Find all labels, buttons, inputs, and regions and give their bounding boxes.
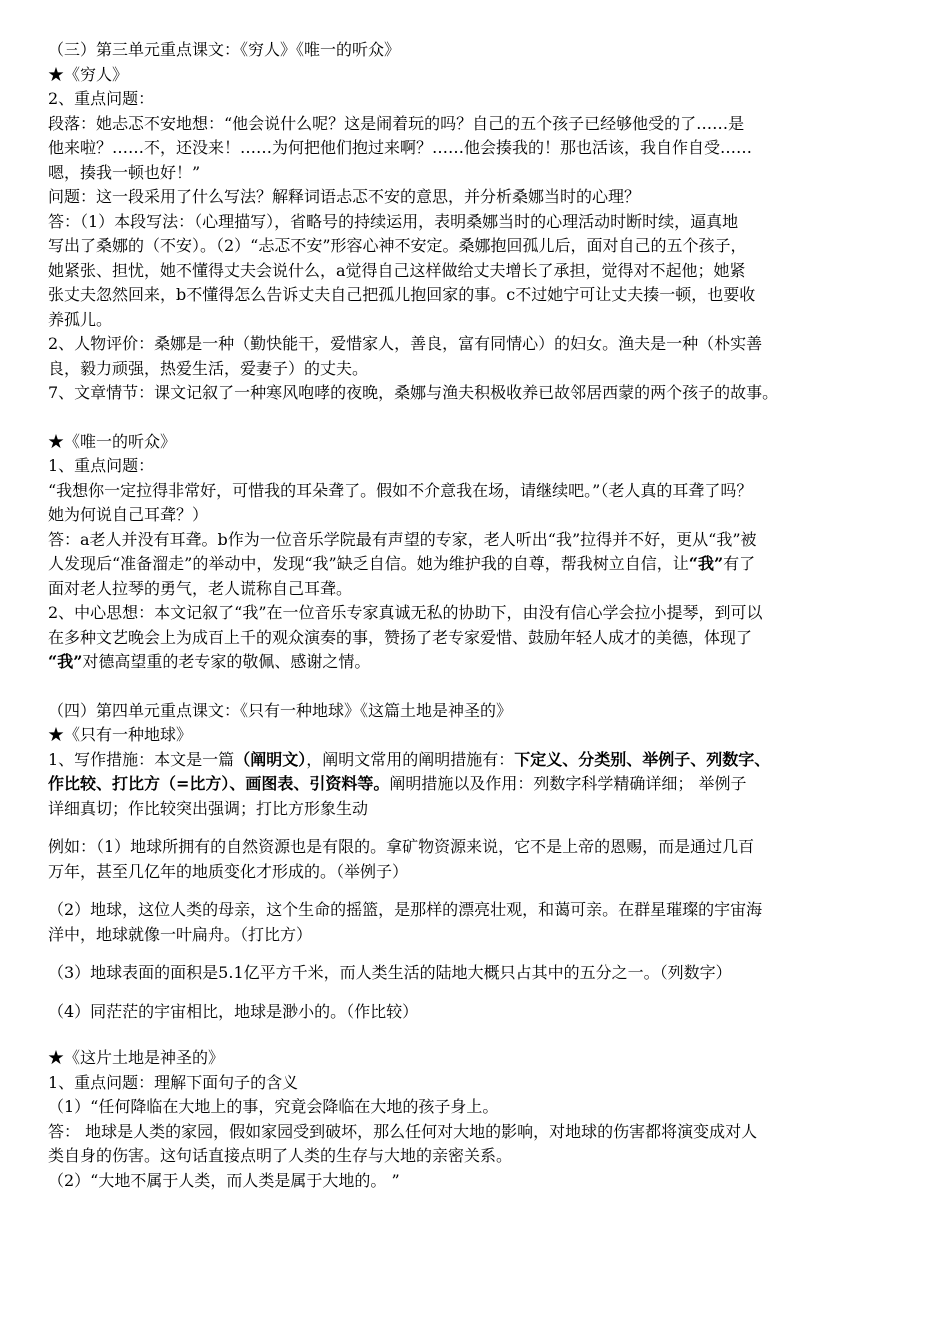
qiongren-question-label: 2、重点问题： — [48, 89, 155, 108]
qiongren-plot: 7、文章情节：课文记叙了一种寒风咆哮的夜晚，桑娜与渔夫积极收养已故邻居西蒙的两个孩子的故事。 — [48, 383, 779, 402]
diqiu-writing-text: ，阐明文常用的阐明措施有： — [306, 749, 515, 769]
tingzhong-title: ★《唯一的听众》 — [48, 431, 177, 451]
diqiu-writing-text: 阐明措施以及作用：列数字科学精确详细； 举例子 — [389, 774, 747, 793]
tingzhong-question-label: 1、重点问题： — [48, 456, 155, 475]
qiongren-answer-line: 她紧张、担忧，她不懂得丈夫会说什么，a觉得自己这样做给丈夫增长了承担，觉得对不起他；她紧 — [48, 260, 746, 280]
tingzhong-answer-tail: 有了 — [723, 554, 756, 573]
diqiu-example-line: （2）地球，这位人类的母亲，这个生命的摇篮，是那样的漂亮壮观，和蔼可亲。在群星璀璨的宇宙海 — [48, 900, 763, 919]
diqiu-title: ★《只有一种地球》 — [48, 725, 193, 744]
unit3-heading: （三）第三单元重点课文：《穷人》《唯一的听众》 — [48, 40, 401, 59]
diqiu-writing-line — [48, 748, 920, 773]
tingzhong-idea-line — [48, 650, 920, 675]
qiongren-paragraph-line: 段落：她忐忑不安地想：“他会说什么呢？这是闹着玩的吗？自己的五个孩子已经够他受的了……是 — [48, 113, 745, 133]
qiongren-answer-line: 养孤儿。 — [48, 309, 113, 329]
tingzhong-answer-line — [48, 552, 920, 577]
diqiu-writing-text: 1、写作措施：本文是一篇 — [48, 749, 235, 769]
tingzhong-quote-line: 她为何说自己耳聋？） — [48, 505, 209, 524]
tingzhong-idea-text: 对德高望重的老专家的敬佩、感谢之情。 — [82, 652, 371, 671]
tingzhong-answer-line: 答：a老人并没有耳聋。b作为一位音乐学院最有声望的专家，老人听出“我”拉得并不好，更从“我”被 — [48, 529, 757, 549]
qiongren-question: 问题：这一段采用了什么写法？解释词语忐忑不安的意思，并分析桑娜当时的心理？ — [48, 187, 641, 206]
diqiu-writing-bold: 下定义、分类别、举例子、列数字、 — [514, 749, 771, 769]
tudi-sentence: （2）“大地不属于人类，而人类是属于大地的。 ” — [48, 1170, 400, 1190]
qiongren-evaluation-line: 良，毅力顽强，热爱生活，爱妻子）的丈夫。 — [48, 358, 369, 378]
diqiu-writing-line — [48, 772, 920, 797]
qiongren-title: ★《穷人》 — [48, 64, 129, 84]
tudi-title: ★《这片土地是神圣的》 — [48, 1048, 225, 1067]
qiongren-answer-line: 张丈夫忽然回来，b不懂得怎么告诉丈夫自己把孤儿抱回家的事。c不过她宁可让丈夫揍一顿，也要收 — [48, 285, 756, 304]
qiongren-paragraph-line: 嗯，揍我一顿也好！” — [48, 162, 201, 182]
tingzhong-quote-line: “我想你一定拉得非常好，可惜我的耳朵聋了。假如不介意我在场，请继续吧。”（老人真的耳聋了吗？ — [48, 480, 753, 500]
qiongren-evaluation-line: 2、人物评价：桑娜是一种（勤快能干，爱惜家人，善良，富有同情心）的妇女。渔夫是一种（朴实善 — [48, 334, 763, 353]
tudi-question-label: 1、重点问题：理解下面句子的含义 — [48, 1072, 299, 1092]
diqiu-example-line: 洋中，地球就像一叶扁舟。（打比方） — [48, 924, 313, 944]
tudi-answer-line: 答： 地球是人类的家园，假如家园受到破坏，那么任何对大地的影响，对地球的伤害都将演变成对人 — [48, 1121, 758, 1141]
diqiu-example-line: 例如：（1）地球所拥有的自然资源也是有限的。拿矿物资源来说，它不是上帝的恩赐，而是通过几百 — [48, 837, 755, 856]
diqiu-example-line: 万年，甚至几亿年的地质变化才形成的。（举例子） — [48, 861, 409, 881]
qiongren-answer-line: 写出了桑娜的（不安）。（2）“忐忑不安”形容心神不安定。桑娜抱回孤儿后，面对自己的五个孩子， — [48, 236, 747, 255]
diqiu-writing-bold: （阐明文） — [234, 749, 307, 769]
tingzhong-answer-bold: “我” — [688, 554, 724, 573]
unit4-heading: （四）第四单元重点课文：《只有一种地球》《这篇土地是神圣的》 — [48, 700, 513, 720]
tingzhong-idea-line: 在多种文艺晚会上为成百上千的观众演奏的事，赞扬了老专家爱惜、鼓励年轻人成才的美德，体现了 — [48, 627, 753, 647]
qiongren-answer-line: 答：（1）本段写法：（心理描写），省略号的持续运用，表明桑娜当时的心理活动时断时续，逼真地 — [48, 211, 739, 231]
diqiu-writing-bold: 作比较、打比方（=比方）、画图表、引资料等。 — [48, 774, 390, 793]
tudi-answer-line: 类自身的伤害。这句话直接点明了人类的生存与大地的亲密关系。 — [48, 1146, 513, 1165]
diqiu-example-line: （3）地球表面的面积是5.1亿平方千米，而人类生活的陆地大概只占其中的五分之一。（列数字） — [48, 963, 732, 982]
tingzhong-idea-bold: “我” — [48, 652, 83, 671]
qiongren-paragraph-line: 他来啦？……不，还没来！……为何把他们抱过来啊？……他会揍我的！那也活该，我自作自受…… — [48, 138, 753, 157]
tudi-sentence: （1）“任何降临在大地上的事，究竟会降临在大地的孩子身上。 — [48, 1097, 499, 1116]
tingzhong-answer-line: 面对老人拉琴的勇气，老人谎称自己耳聋。 — [48, 578, 353, 598]
diqiu-example-line: （4）同茫茫的宇宙相比，地球是渺小的。（作比较） — [48, 1001, 419, 1021]
diqiu-writing-line: 详细真切；作比较突出强调；打比方形象生动 — [48, 798, 369, 818]
tingzhong-idea-line: 2、中心思想：本文记叙了“我”在一位音乐专家真诚无私的协助下，由没有信心学会拉小提琴，到可以 — [48, 603, 763, 622]
tingzhong-answer-text: 人发现后“准备溜走”的举动中，发现“我”缺乏自信。她为维护我的自尊，帮我树立自信，让 — [48, 554, 689, 573]
